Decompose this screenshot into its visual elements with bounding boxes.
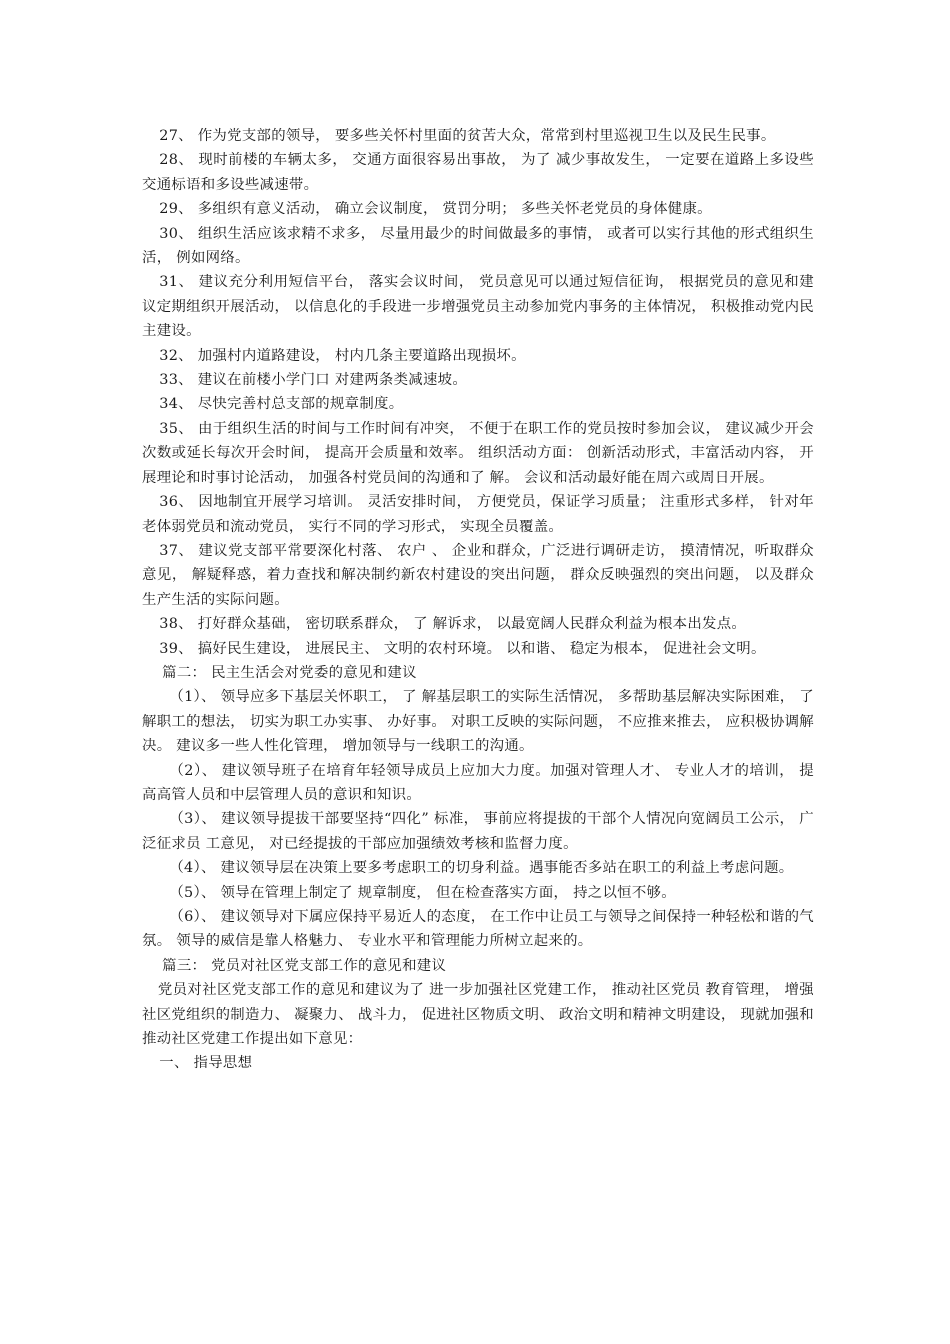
section-heading-3: 篇三： 党员对社区党支部工作的意见和建议 [162, 957, 447, 974]
item-38: 38、 打好群众基础， 密切联系群众， 了 解诉求， 以最宽阔人民群众利益为根本出发点。 [159, 616, 747, 633]
section-heading-2: 篇二： 民主生活会对党委的意见和建议 [162, 664, 417, 681]
item-35: 35、 由于组织生活的时间与工作时间有冲突， 不便于在职工作的党员按时参加会议， 建议减少开会次数或延长每次开会时间， 提高开会质量和效率。 组织活动方面： 创新活动形式，丰富活动内容， 开展理论和时事讨论活动， 加强各村党员间的沟通和了 解。 会议和活动最好能在周六或周日开展。 [142, 420, 814, 486]
item-28: 28、 现时前楼的车辆太多， 交通方面很容易出事故， 为了 减少事故发生， 一定要在道路上多设些交通标语和多设些减速带。 [142, 152, 814, 193]
item-36: 36、 因地制宜开展学习培训。 灵活安排时间， 方便党员，保证学习质量； 注重形式多样， 针对年老体弱党员和流动党员， 实行不同的学习形式， 实现全员覆盖。 [142, 494, 814, 535]
item-31: 31、 建议充分利用短信平台， 落实会议时间， 党员意见可以通过短信征询， 根据党员的意见和建议定期组织开展活动， 以信息化的手段进一步增强党员主动参加党内事务的主体情况， 积极推动党内民主建设。 [142, 274, 814, 340]
sub-item-4: （4）、 建议领导层在决策上要多考虑职工的切身利益。遇事能否多站在职工的利益上考虑问题。 [169, 860, 794, 877]
intro-paragraph: 党员对社区党支部工作的意见和建议为了 进一步加强社区党建工作， 推动社区党员 教育管理， 增强社区党组织的制造力、 凝聚力、 战斗力， 促进社区物质文明、 政治文明和精神文明建设， 现就加强和推动社区党建工作提出如下意见： [142, 982, 814, 1048]
sub-item-3: （3）、 建议领导提拔干部要坚持“四化” 标准， 事前应将提拔的干部个人情况向宽阔员工公示， 广泛征求员 工意见， 对已经提拔的干部应加强绩效考核和监督力度。 [142, 811, 814, 852]
sub-item-6: （6）、 建议领导对下属应保持平易近人的态度， 在工作中让员工与领导之间保持一种轻松和谐的气氛。 领导的威信是靠人格魅力、 专业水平和管理能力所树立起来的。 [142, 909, 814, 950]
item-30: 30、 组织生活应该求精不求多， 尽量用最少的时间做最多的事情， 或者可以实行其他的形式组织生活， 例如网络。 [142, 225, 814, 267]
document-body [142, 124, 814, 1076]
item-33: 33、 建议在前楼小学门口 对建两条类减速坡。 [159, 372, 468, 389]
item-27: 27、 作为党支部的领导， 要多些关怀村里面的贫苦大众，常常到村里巡视卫生以及民生民事。 [159, 128, 776, 144]
sub-item-1: （1）、 领导应多下基层关怀职工， 了 解基层职工的实际生活情况， 多帮助基层解决实际困难， 了 解职工的想法， 切实为职工办实事、 办好事。 对职工反映的实际问题， 不应推来推去， 应积极协调解决。 建议多一些人性化管理， 增加领导与一线职工的沟通。 [142, 689, 814, 755]
section-guiding-ideology: 一、 指导思想 [159, 1055, 253, 1072]
item-29: 29、 多组织有意义活动， 确立会议制度， 赏罚分明； 多些关怀老党员的身体健康。 [159, 201, 712, 218]
item-32: 32、 加强村内道路建设， 村内几条主要道路出现损坏。 [159, 347, 526, 364]
item-34: 34、 尽快完善村总支部的规章制度。 [159, 396, 404, 413]
sub-item-5: （5）、 领导在管理上制定了 规章制度， 但在检查落实方面， 持之以恒不够。 [169, 884, 676, 901]
sub-item-2: （2）、 建议领导班子在培育年轻领导成员上应加大力度。加强对管理人才、 专业人才的培训， 提高高管人员和中层管理人员的意识和知识。 [142, 762, 814, 803]
item-39: 39、 搞好民生建设， 进展民主、 文明的农村环境。 以和谐、 稳定为根本， 促进社会文明。 [159, 640, 766, 657]
item-37: 37、 建议党支部平常要深化村落、 农户 、 企业和群众，广泛进行调研走访， 摸清情况，听取群众意见， 解疑释惑，着力查找和解决制约新农村建设的突出问题， 群众反映强烈的突出问题， 以及群众生产生活的实际问题。 [142, 542, 814, 608]
